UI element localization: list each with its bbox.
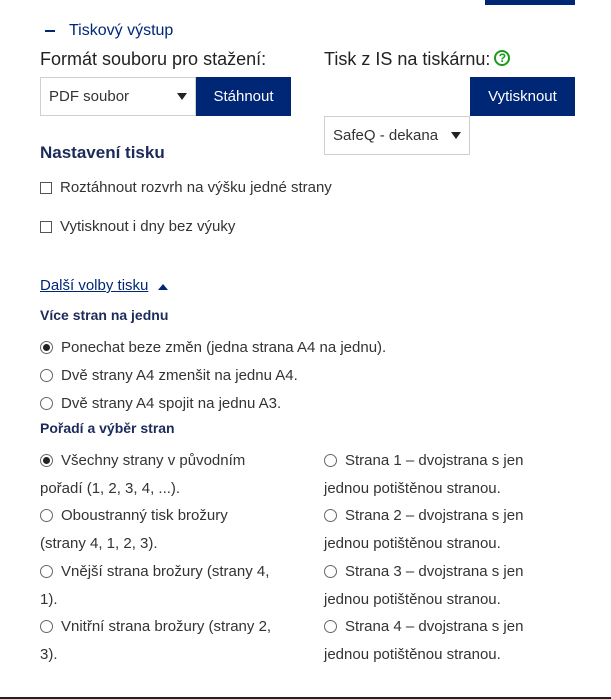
radio-a3[interactable] (40, 397, 53, 410)
top-button-edge[interactable] (485, 0, 575, 5)
order-option-outer-line1: Vnější strana brožury (strany 4, (61, 563, 270, 580)
pages-option-shrink[interactable] (40, 362, 298, 390)
print-label: Tisk z IS na tiskárnu: (324, 49, 491, 69)
order-option-page4-line1: Strana 4 – dvojstrana s jen (345, 618, 524, 635)
print-button[interactable]: Vytisknout (470, 77, 575, 116)
minus-icon (45, 30, 55, 32)
download-format-select[interactable] (40, 77, 196, 116)
order-option-inner-line2: 3). (40, 646, 58, 663)
pages-option-a3-label: Dvě strany A4 spojit na jednu A3. (61, 395, 282, 412)
radio-order-page3[interactable] (324, 565, 337, 578)
page-order-heading: Pořadí a výběr stran (40, 420, 175, 436)
order-option-page1-line2: jednou potištěnou stranou. (324, 480, 501, 497)
no-class-days-label: Vytisknout i dny bez výuky (60, 218, 236, 235)
stretch-checkbox[interactable] (40, 182, 52, 194)
option-stretch-row[interactable] (40, 179, 332, 196)
order-option-page3-line2: jednou potištěnou stranou. (324, 591, 501, 608)
radio-keep[interactable] (40, 341, 53, 354)
download-button[interactable]: Stáhnout (196, 77, 291, 116)
print-label-wrap (324, 49, 510, 70)
order-option-all-line1: Všechny strany v původním (61, 452, 246, 469)
printer-value: SafeQ - dekana (333, 127, 439, 144)
order-option-duplex[interactable] (40, 502, 310, 558)
print-settings-heading: Nastavení tisku (40, 143, 165, 162)
no-class-days-checkbox[interactable] (40, 221, 52, 233)
order-option-page4-line2: jednou potištěnou stranou. (324, 646, 501, 663)
order-option-all[interactable] (40, 447, 310, 503)
order-option-page3[interactable] (324, 558, 584, 614)
radio-order-all[interactable] (40, 454, 53, 467)
order-option-duplex-line1: Oboustranný tisk brožury (61, 507, 228, 524)
pages-option-a3[interactable] (40, 390, 281, 418)
order-option-page2-line1: Strana 2 – dvojstrana s jen (345, 507, 524, 524)
order-option-duplex-line2: (strany 4, 1, 2, 3). (40, 535, 158, 552)
radio-order-duplex[interactable] (40, 509, 53, 522)
order-option-page2-line2: jednou potištěnou stranou. (324, 535, 501, 552)
order-option-page3-line1: Strana 3 – dvojstrana s jen (345, 563, 524, 580)
order-option-page4[interactable] (324, 613, 584, 669)
chevron-up-icon (158, 284, 168, 290)
help-icon[interactable]: ? (494, 50, 510, 66)
section-toggle-print-output[interactable] (40, 22, 173, 40)
pages-per-sheet-heading: Více stran na jednu (40, 307, 169, 323)
more-print-options-link[interactable] (40, 277, 168, 294)
radio-order-page1[interactable] (324, 454, 337, 467)
order-option-page1-line1: Strana 1 – dvojstrana s jen (345, 452, 524, 469)
option-no-class-days-row[interactable] (40, 218, 235, 235)
radio-order-page2[interactable] (324, 509, 337, 522)
download-format-value: PDF soubor (49, 88, 130, 105)
more-print-options-label: Další volby tisku (40, 277, 149, 294)
pages-option-keep-label: Ponechat beze změn (jedna strana A4 na jednu). (61, 339, 387, 356)
order-option-page1[interactable] (324, 447, 584, 503)
order-option-all-line2: pořadí (1, 2, 3, 4, ...). (40, 480, 181, 497)
radio-order-page4[interactable] (324, 620, 337, 633)
chevron-down-icon (451, 132, 461, 139)
chevron-down-icon (177, 93, 187, 100)
order-option-outer[interactable] (40, 558, 310, 614)
order-option-page2[interactable] (324, 502, 584, 558)
pages-option-shrink-label: Dvě strany A4 zmenšit na jednu A4. (61, 367, 298, 384)
radio-order-inner[interactable] (40, 620, 53, 633)
radio-order-outer[interactable] (40, 565, 53, 578)
download-format-label: Formát souboru pro stažení: (40, 49, 267, 69)
section-title: Tiskový výstup (69, 22, 174, 39)
order-option-outer-line2: 1). (40, 591, 58, 608)
pages-option-keep[interactable] (40, 334, 386, 362)
radio-shrink[interactable] (40, 369, 53, 382)
order-option-inner[interactable] (40, 613, 310, 669)
stretch-label: Roztáhnout rozvrh na výšku jedné strany (60, 179, 332, 196)
order-option-inner-line1: Vnitřní strana brožury (strany 2, (61, 618, 272, 635)
printer-select[interactable] (324, 116, 470, 155)
